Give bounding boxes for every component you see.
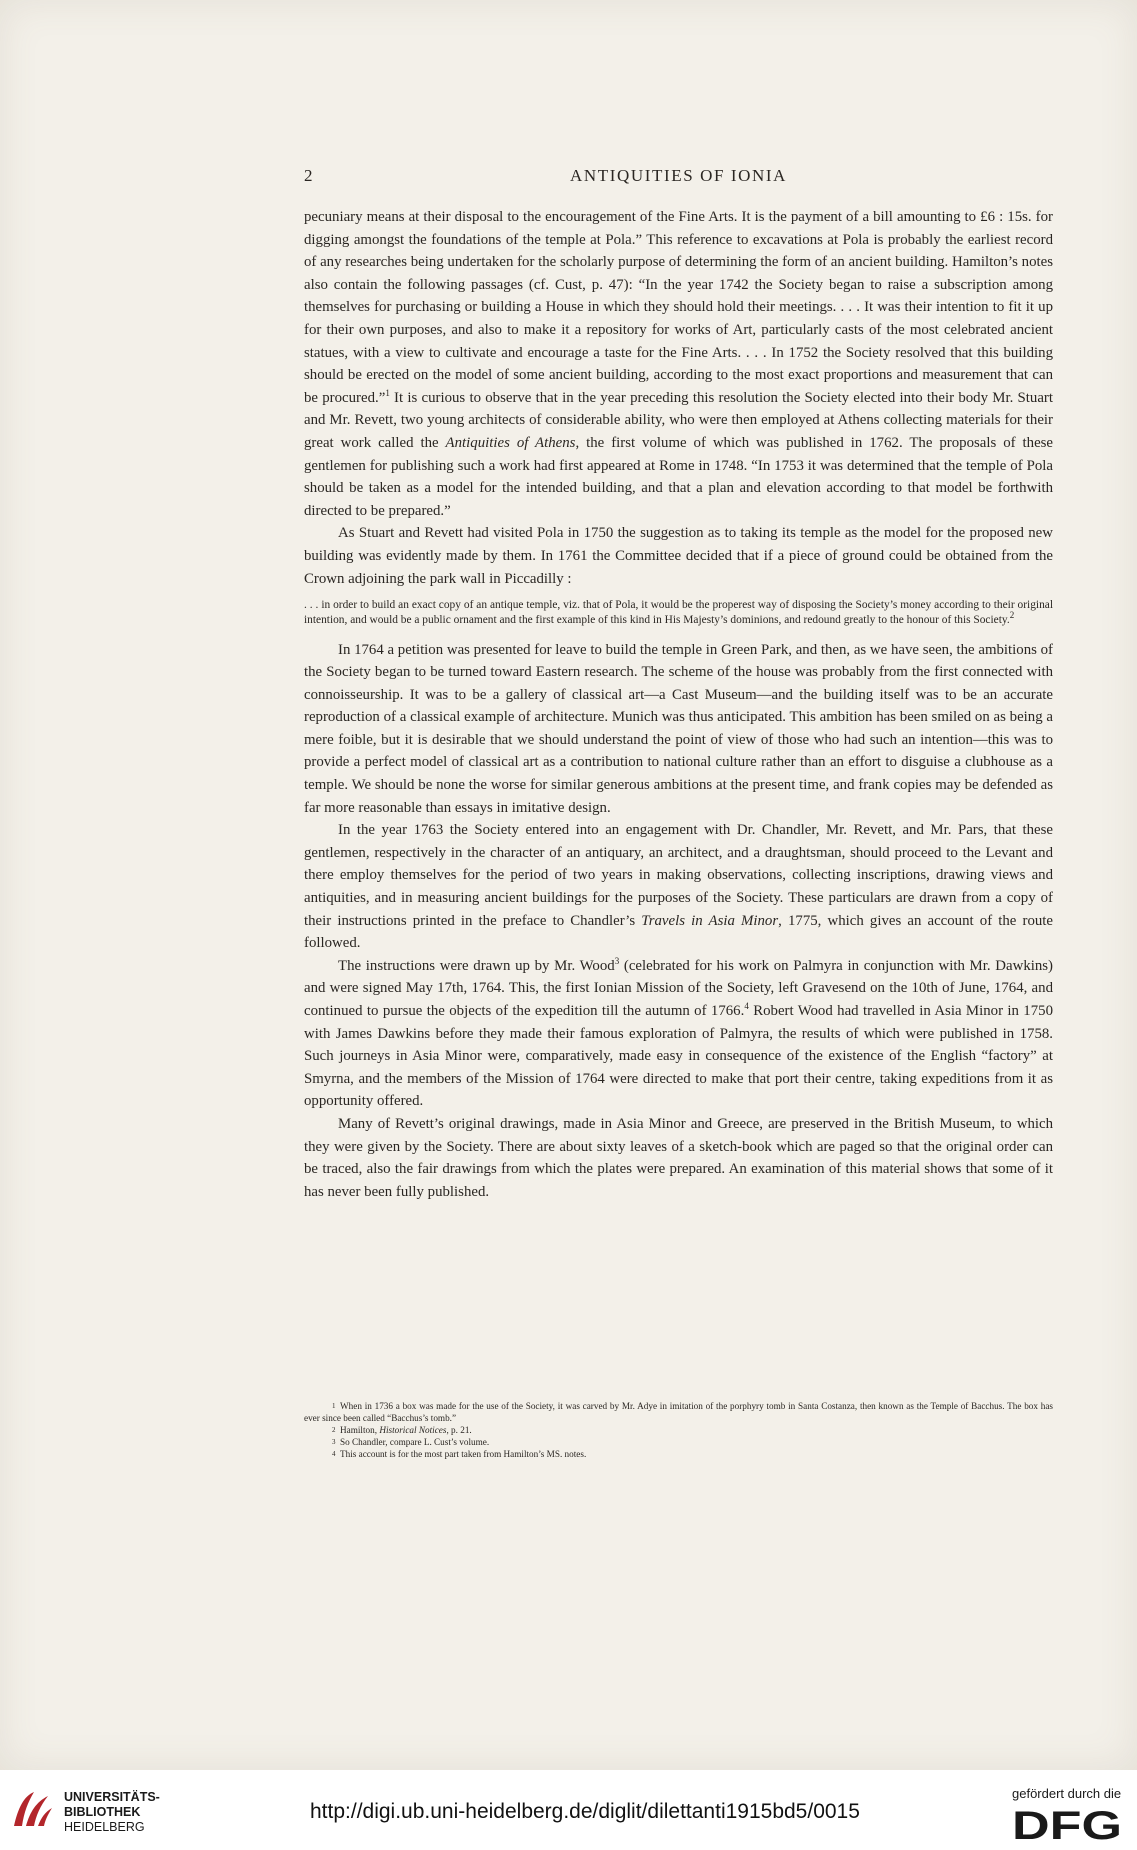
footnote: 2 Hamilton, Historical Notices, p. 21. — [332, 1425, 472, 1435]
paragraph: pecuniary means at their disposal to the encouragement of the Fine Arts. It is the payment of a bill amounting to £6 : 15s. for digging amongst the foundations of the temple at Pola.” This reference to excavations at Pola is probably the earliest record of any researches being undertaken for the scholarly purpose of determining the form of an ancient building. Hamilton’s notes also contain the following passages (cf. Cust, p. 47): “In the year 1742 the Society began to raise a subscription among themselves for purchasing or building a House in which they should hold their meetings. . . . It was their intention to fit it up for their own purposes, and also to make it a repository for works of Art, particularly casts of the most celebrated ancient statues, with a view to cultivate and encourage a taste for the Fine Arts. . . . In 1752 the Society resolved that this building should be erected on the model of some ancient building, according to the most exact proportions and measurement that can be procured.”$^1$ It is curious to observe that in the year preceding this resolution the Society elected into their body Mr. Stuart and Mr. Revett, two young architects of considerable ability, who were then employed at Athens collecting materials for their great work called the Antiquities of Athens, the first volume of which was published in 1762. The proposals of these gentlemen for publishing such a work had first appeared at Rome in 1748. “In 1753 it was determined that the temple of Pola should be taken as a model for the intended building, and that a plan and elevation according to that model be forthwith directed to be prepared.” — [304, 209, 1054, 519]
dfg-logo-icon — [1012, 1806, 1124, 1842]
footnote-ref: 1 — [385, 387, 390, 398]
footnote: 3 So Chandler, compare L. Cust’s volume. — [332, 1437, 490, 1447]
footnote-ref: 4 — [744, 1001, 749, 1012]
university-logo-icon — [10, 1788, 54, 1832]
paragraph: Many of Revett’s original drawings, made in Asia Minor and Greece, are preserved in the British Museum, to which they were given by the Society. There are about sixty leaves of a sketch-book which are paged so that the original order can be traced, also the fair drawings from which the plates were prepared. An examination of this material shows that some of it has never been fully published. — [304, 1115, 1053, 1200]
footer-bar — [0, 1770, 1137, 1850]
paragraph: The instructions were drawn up by Mr. Wood$^3$ (celebrated for his work on Palmyra in conjunction with Mr. Dawkins) and were signed May 17th, 1764. This, the first Ionian Mission of the Society, left Gravesend on the 10th of June, 1764, and continued to pursue the objects of the expedition till the autumn of 1766.$^4$ Robert Wood had travelled in Asia Minor in 1750 with James Dawkins before they made their famous exploration of Palmyra, the results of which were published in 1758. Such journeys in Asia Minor were, comparatively, made easy in consequence of the existence of the English “factory” at Smyrna, and the members of the Mission of 1764 were directed to make that port their centre, taking expeditions from it as opportunity offered. — [304, 955, 1054, 1110]
university-name: UNIVERSITÄTS- BIBLIOTHEK HEIDELBERG — [64, 1790, 160, 1834]
funded-by-label: gefördert durch die — [1012, 1786, 1122, 1801]
paragraph: As Stuart and Revett had visited Pola in 1750 the suggestion as to taking its temple as the model for the proposed new building was evidently made by them. In 1761 the Committee decided that if a piece of ground could be obtained from the Crown adjoining the park wall in Piccadilly : — [304, 525, 1053, 587]
body-text — [304, 206, 1053, 1203]
paragraph: In the year 1763 the Society entered into an engagement with Dr. Chandler, Mr. Revett, and Mr. Pars, that these gentlemen, respectively in the character of an antiquary, an architect, and a draughtsman, should proceed to the Levant and there employ themselves for the period of two years in making observations, collecting inscriptions, drawing views and antiquities, and in measuring ancient buildings for the purposes of the Society. These particulars are drawn from a copy of their instructions printed in the preface to Chandler’s Travels in Asia Minor, 1775, which gives an account of the route followed. — [304, 822, 1054, 952]
permalink-url[interactable]: http://digi.ub.uni-heidelberg.de/diglit/dilettanti1915bd5/0015 — [310, 1800, 860, 1823]
block-quote: . . . in order to build an exact copy of an antique temple, viz. that of Pola, it would be the properest way of disposing the Society’s money according to their original intention, and would be a public ornament and the first example of this kind in His Majesty’s dominions, and redound greatly to the honour of this Society.$^2$ — [304, 599, 1053, 627]
footnote-ref: 2 — [1009, 610, 1015, 621]
svg-text:DFG: DFG — [1012, 1806, 1122, 1842]
page-number: 2 — [304, 166, 313, 185]
footnote-ref: 3 — [614, 955, 620, 966]
footnote: 1 When in 1736 a box was made for the use of the Society, it was carved by Mr. Adye in imitation of the porphyry tomb in Santa Costanza, then known as the Temple of Bacchus. The box has ever since been called “Bacchus’s tomb.” — [304, 1401, 1053, 1423]
paragraph: In 1764 a petition was presented for leave to build the temple in Green Park, and then, as we have seen, the ambitions of the Society began to be turned toward Eastern research. The scheme of the house was probably from the first connected with connoisseurship. It was to be a gallery of classical art—a Cast Museum—and the building itself was to be an accurate reproduction of a classical example of architecture. Munich was thus anticipated. This ambition has been smiled on as being a mere foible, but it is desirable that we should understand the point of view of those who had such an intention—this was to provide a perfect model of classical art as a contribution to national culture rather than an effort to disguise a clubhouse as a temple. We should be none the worse for similar generous ambitions at the present time, and frank copies may be defended as far more reasonable than essays in imitative design. — [304, 641, 1053, 816]
running-head: ANTIQUITIES OF IONIA — [569, 166, 788, 185]
footnotes — [304, 1400, 1053, 1460]
page-header — [304, 166, 1053, 188]
footnote: 4 This account is for the most part taken from Hamilton’s MS. notes. — [332, 1449, 587, 1459]
